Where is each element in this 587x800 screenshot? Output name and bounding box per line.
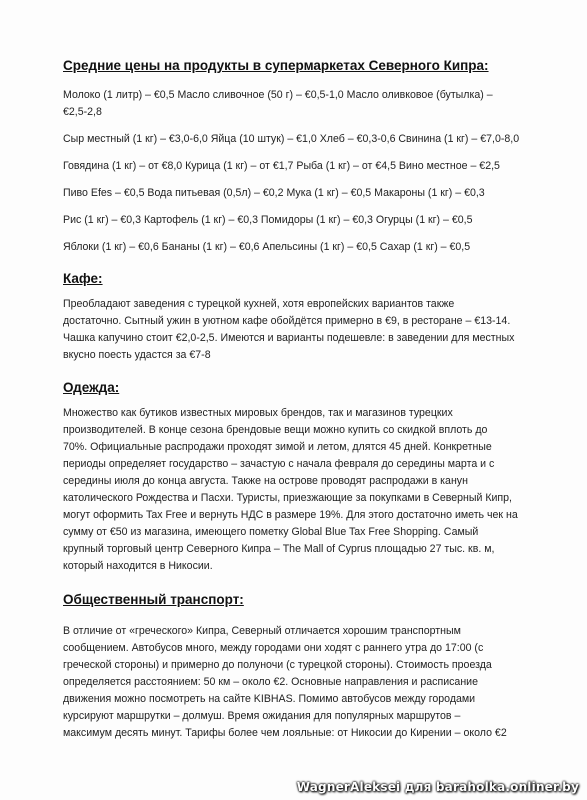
transport-heading: Общественный транспорт:: [63, 592, 244, 607]
prices-line: Молоко (1 литр) – €0,5 Масло сливочное (50 г) – €0,5-1,0 Масло оливковое (бутылка) –: [63, 89, 493, 101]
clothes-heading: Одежда:: [63, 380, 120, 395]
transport-line: греческой стороны) и примерно до полуночи (с турецкой стороны). Стоимость проезда: [63, 659, 492, 671]
clothes-line: крупный торговый центр Северного Кипра – The Mall of Cyprus площадью 27 тыс. кв. м,: [63, 543, 495, 555]
prices-line: €2,5-2,8: [63, 106, 102, 118]
transport-line: сообщением. Автобусов много, между городами они ходят с раннего утра до 17:00 (с: [63, 642, 484, 654]
prices-line: Рис (1 кг) – €0,3 Картофель (1 кг) – €0,3 Помидоры (1 кг) – €0,3 Огурцы (1 кг) – €0,5: [63, 214, 473, 226]
cafe-line: достаточно. Сытный ужин в уютном кафе обойдётся примерно в €9, в ресторане – €13-14.: [63, 315, 511, 327]
cafe-heading: Кафе:: [63, 271, 103, 286]
clothes-line: производителей. В конце сезона брендовые вещи можно купить со скидкой вплоть до: [63, 424, 488, 436]
transport-line: определяется расстоянием: 50 км – около €2. Основные направления и расписание: [63, 676, 478, 688]
clothes-line: середины июля до конца августа. Также на острове проводят распродажи в канун: [63, 475, 468, 487]
clothes-line: католического Рождества и Пасхи. Туристы, приезжающие за покупками в Северный Кипр,: [63, 492, 512, 504]
clothes-line: сумму от €50 из магазина, имеющего пометку Global Blue Tax Free Shopping. Самый: [63, 526, 479, 538]
clothes-line: Множество как бутиков известных мировых брендов, так и магазинов турецких: [63, 407, 453, 419]
clothes-line: который находится в Никосии.: [63, 560, 213, 572]
cafe-line: Чашка капучино стоит €2,0-2,5. Имеются и варианты подешевле: в заведении для местных: [63, 332, 515, 344]
watermark-text: WagnerAleksei для baraholka.onliner.by: [296, 780, 579, 794]
cafe-line: Преобладают заведения с турецкой кухней, хотя европейских вариантов также: [63, 298, 455, 310]
transport-line: максимум десять минут. Тарифы более чем лояльные: от Никосии до Кирении – около €2: [63, 727, 507, 739]
transport-line: движения можно посмотреть на сайте KIBHAS. Помимо автобусов между городами: [63, 693, 476, 705]
transport-line: курсируют маршрутки – долмуш. Время ожидания для популярных маршрутов –: [63, 710, 461, 722]
prices-line: Пиво Efes – €0,5 Вода питьевая (0,5л) – €0,2 Мука (1 кг) – €0,5 Макароны (1 кг) – €0,3: [63, 187, 485, 199]
clothes-line: периоды определяет государство – зачастую с начала февраля до середины марта и с: [63, 458, 495, 470]
clothes-line: 70%. Официальные распродажи проходят зимой и летом, длятся 45 дней. Конкретные: [63, 441, 492, 453]
prices-heading: Средние цены на продукты в супермаркетах Северного Кипра:: [63, 58, 489, 73]
prices-line: Говядина (1 кг) – от €8,0 Курица (1 кг) – от €1,7 Рыба (1 кг) – от €4,5 Вино местное – €2,5: [63, 160, 500, 172]
clothes-line: могут оформить Tax Free и вернуть НДС в размере 19%. Для этого достаточно иметь чек на: [63, 509, 518, 521]
prices-line: Сыр местный (1 кг) – €3,0-6,0 Яйца (10 штук) – €1,0 Хлеб – €0,3-0,6 Свинина (1 кг) – €7,0-8,0: [63, 133, 520, 145]
prices-line: Яблоки (1 кг) – €0,6 Бананы (1 кг) – €0,6 Апельсины (1 кг) – €0,5 Сахар (1 кг) – €0,5: [63, 241, 471, 253]
transport-line: В отличие от «греческого» Кипра, Северный отличается хорошим транспортным: [63, 625, 461, 637]
cafe-line: вкусно поесть удастся за €7-8: [63, 349, 211, 361]
